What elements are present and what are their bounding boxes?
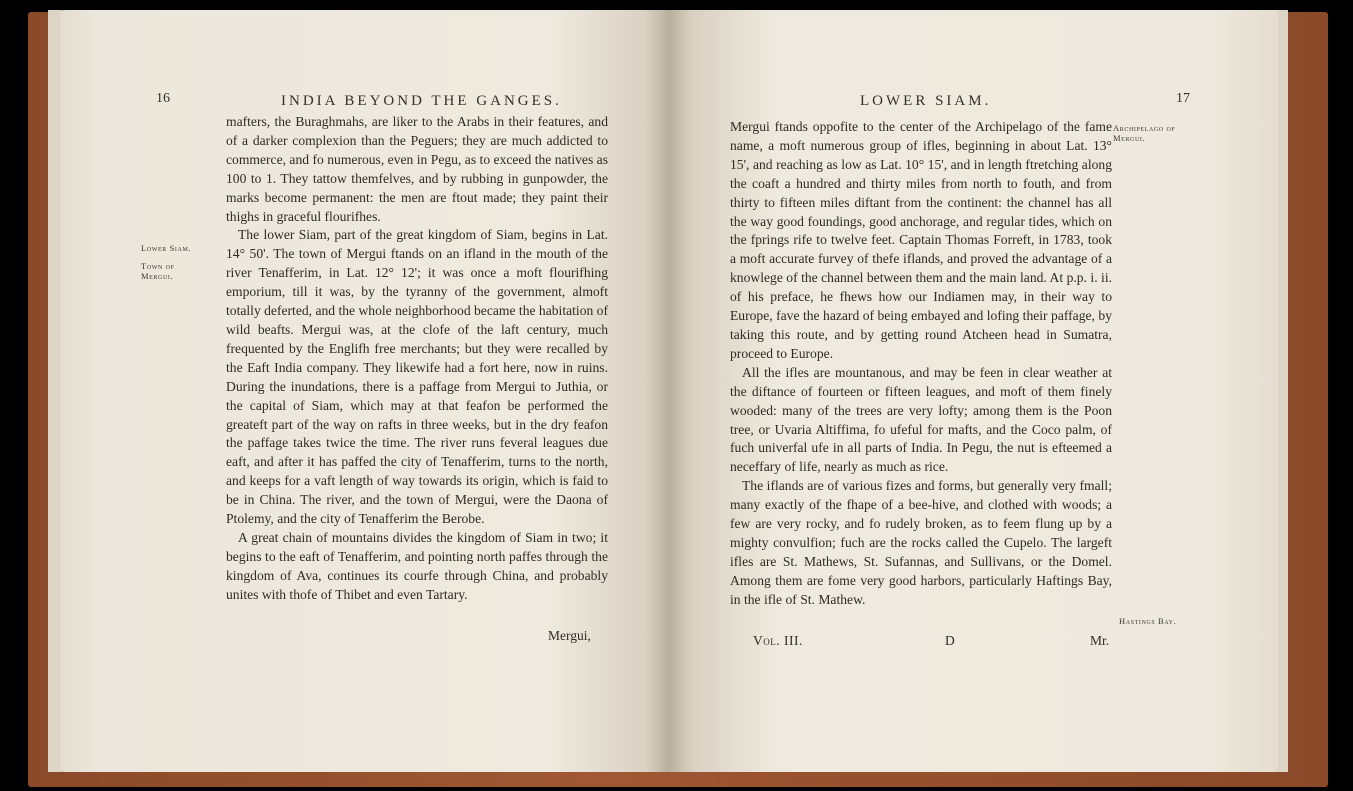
right-running-head: LOWER SIAM. — [860, 93, 992, 109]
left-body-text — [226, 113, 608, 605]
left-page-number: 16 — [156, 91, 170, 106]
right-body-text — [730, 118, 1112, 610]
margin-note-hastings-bay: Hastings Bay. — [1119, 616, 1177, 626]
left-paragraph-3: A great chain of mountains divides the kingdom of Siam in two; it begins to the eaft of Tenafferim, and pointing north paffes through the kingdom of Ava, continues its courfe through China, and probably unites with thofe of Thibet and even Tartary. — [226, 529, 608, 602]
signature-letter: D — [945, 633, 955, 648]
left-paragraph-2: The lower Siam, part of the great kingdom of Siam, begins in Lat. 14° 50'. The town of Mergui ftands on an ifland in the mouth of the river Tenafferim, in Lat. 12° 12'; it was once a moft flourifhing emporium, till it was, by the tyranny of the government, almoft totally deferted, and the whole neighborhood became the habitation of wild beafts. Mergui was, at the clofe of the laft century, much frequented by the Englifh free merchants; but they were recalled by the Eaft India company. They likewife had a fort here, now in ruins. During the inundations, there is a paffage from Mergui to Juthia, or the capital of Siam, which may at that feafon be performed the greateft part of the way on rafts in three weeks, but in the dry feafon the paffage takes twice the time. The river runs feveral leagues due eaft, and after it has paffed the city of Tenafferim, turns to the north, and keeps for a vaft length of way towards its origin, which is faid to be in China. The river, and the town of Mergui, were the Daona of Ptolemy, and the city of Tenafferim the Berobe. — [226, 227, 609, 527]
margin-note-archipelago: Archipelago of Mergui. — [1113, 123, 1176, 143]
margin-note-town-of-mergui: Town of Mergui. — [141, 261, 175, 281]
left-running-head: INDIA BEYOND THE GANGES. — [281, 93, 562, 109]
right-catchword: Mr. — [1090, 633, 1110, 648]
right-page-number: 17 — [1176, 91, 1190, 106]
margin-note-lower-siam: Lower Siam. — [141, 243, 192, 253]
right-paragraph-2: All the ifles are mountanous, and may be feen in clear weather at the diftance of fourteen or fifteen leagues, and moft of them finely wooded: many of the trees are very lofty; among them is the Poon tree, or Uvaria Altiffima, fo ufeful for mafts, and the Coco palm, of fuch univerfal ufe in all parts of India. In Pegu, the nut is efteemed a neceffary of life, nearly as much as rice. — [730, 364, 1112, 475]
right-paragraph-1: Mergui ftands oppofite to the center of the Archipelago of the fame name, a moft numerous group of ifles, beginning in about Lat. 13° 15', and reaching as low as Lat. 10° 15', and in length ftretching along the coaft a hundred and thirty miles from north to fouth, and from thirty to fifteen miles diftant from the continent: the channel has all the way good foundings, good anchorage, and regular tides, which on the fprings rife to twelve feet. Captain Thomas Forreft, in 1783, took a moft accurate furvey of thefe iflands, and proved the advantage of a knowlege of the channel between them and the main land. At p.p. i. ii. of his preface, he fhews how our Indiamen may, in their way to Europe, fave the hazard of being embayed and lofing their paffage, by taking this route, and by getting round Atcheen head in Sumatra, proceed to Europe. — [730, 119, 1112, 361]
right-paragraph-3: The iflands are of various fizes and forms, but generally very fmall; many exactly of the fhape of a bee-hive, and clothed with woods; a few are very rocky, and fo rudely broken, as to feem flung up by a mighty convulfion; fuch are the rocks called the Cupelo. The largeft ifles are St. Mathews, St. Sufannas, and Sullivans, or the Domel. Among them are fome very good harbors, particularly Haftings Bay, in the ifle of St. Mathew. — [730, 478, 1112, 607]
signature-volume: Vol. III. — [753, 633, 803, 648]
left-paragraph-1: mafters, the Buraghmahs, are liker to the Arabs in their features, and of a darker complexion than the Peguers; they are much addicted to commerce, and fo numerous, even in Pegu, as to exceed the natives as 100 to 1. They tattow themfelves, and by rubbing in gunpowder, the marks become permanent: the men are ftout made; they paint their thighs in graceful flourifhes. — [226, 114, 608, 224]
left-catchword: Mergui, — [548, 628, 591, 643]
